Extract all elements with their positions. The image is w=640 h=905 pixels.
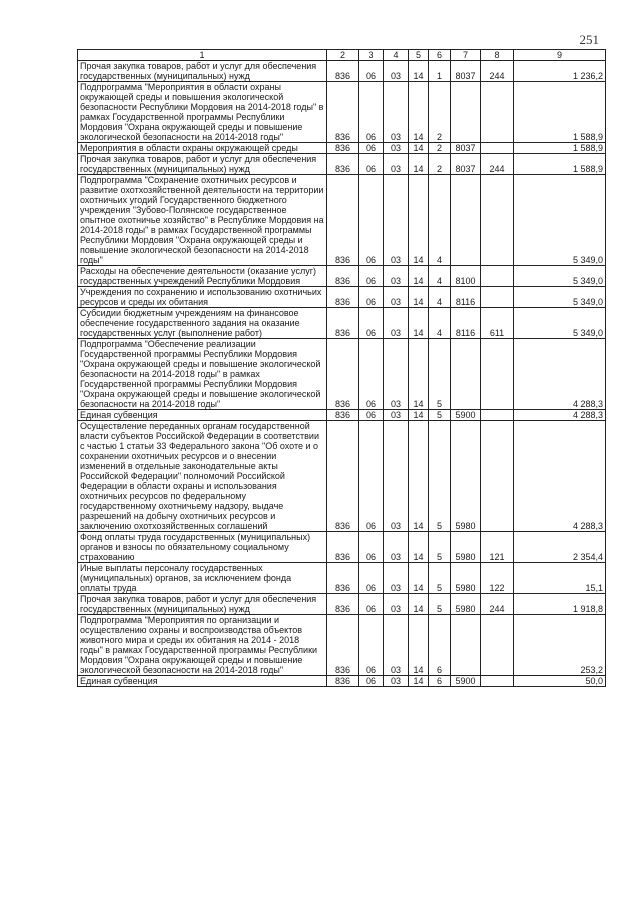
header-cell-9: 9	[514, 50, 606, 61]
item-code-cell: 8100	[451, 266, 481, 287]
amount-cell: 1 588,9	[514, 154, 606, 175]
header-cell-8: 8	[481, 50, 514, 61]
table-body	[78, 61, 606, 687]
program-code-cell: 14	[409, 82, 429, 143]
amount-cell: 1 918,8	[514, 594, 606, 615]
subprogram-code-cell: 4	[429, 266, 451, 287]
item-code-cell: 5980	[451, 594, 481, 615]
table-row	[78, 308, 606, 339]
item-code-cell	[451, 175, 481, 266]
program-code-cell: 14	[409, 594, 429, 615]
expense-type-code-cell	[481, 287, 514, 308]
ministry-code-cell: 836	[327, 154, 359, 175]
subprogram-code-cell: 1	[429, 61, 451, 82]
budget-item-name-cell: Осуществление переданных органам государственной власти субъектов Российской Федерации в соответствии с частью 1 статьи 33 Федерального закона "Об охоте и о сохранении охотничьих ресурсов и о внесении изменений в отдельные законодательные акты Российской Федерации" полномочий Российской Федерации в области охраны и использования охотничьих ресурсов по федеральному государственному охотничьему надзору, выдаче разрешений на добычу охотничьих ресурсов и заключению охотхозяйственных соглашений	[78, 421, 327, 532]
item-code-cell: 8116	[451, 308, 481, 339]
program-code-cell: 14	[409, 676, 429, 687]
item-code-cell: 8037	[451, 143, 481, 154]
amount-cell: 5 349,0	[514, 308, 606, 339]
program-code-cell: 14	[409, 287, 429, 308]
section-code-cell: 06	[359, 154, 384, 175]
amount-cell: 5 349,0	[514, 287, 606, 308]
ministry-code-cell: 836	[327, 82, 359, 143]
ministry-code-cell: 836	[327, 308, 359, 339]
expense-type-code-cell	[481, 266, 514, 287]
table-header-row	[78, 50, 606, 61]
ministry-code-cell: 836	[327, 61, 359, 82]
amount-cell: 4 288,3	[514, 410, 606, 421]
table-row	[78, 287, 606, 308]
ministry-code-cell: 836	[327, 676, 359, 687]
section-code-cell: 06	[359, 61, 384, 82]
subprogram-code-cell: 2	[429, 154, 451, 175]
expense-type-code-cell	[481, 421, 514, 532]
item-code-cell: 8037	[451, 61, 481, 82]
expense-type-code-cell	[481, 175, 514, 266]
subprogram-code-cell: 5	[429, 594, 451, 615]
section-code-cell: 06	[359, 175, 384, 266]
budget-item-name-cell: Учреждения по сохранению и использованию охотничьих ресурсов и среды их обитания	[78, 287, 327, 308]
expense-type-code-cell	[481, 676, 514, 687]
table-row	[78, 175, 606, 266]
ministry-code-cell: 836	[327, 175, 359, 266]
program-code-cell: 14	[409, 563, 429, 594]
expense-type-code-cell	[481, 82, 514, 143]
subsection-code-cell: 03	[384, 410, 409, 421]
subprogram-code-cell: 4	[429, 308, 451, 339]
subsection-code-cell: 03	[384, 339, 409, 410]
program-code-cell: 14	[409, 339, 429, 410]
subprogram-code-cell: 4	[429, 175, 451, 266]
budget-item-name-cell: Субсидии бюджетным учреждениям на финансовое обеспечение государственного задания на оказание государственных услуг (выполнение работ)	[78, 308, 327, 339]
section-code-cell: 06	[359, 532, 384, 563]
item-code-cell: 5980	[451, 563, 481, 594]
section-code-cell: 06	[359, 676, 384, 687]
amount-cell: 5 349,0	[514, 175, 606, 266]
subprogram-code-cell: 4	[429, 287, 451, 308]
ministry-code-cell: 836	[327, 287, 359, 308]
budget-item-name-cell: Единая субвенция	[78, 676, 327, 687]
subsection-code-cell: 03	[384, 676, 409, 687]
subsection-code-cell: 03	[384, 532, 409, 563]
table-row	[78, 532, 606, 563]
amount-cell: 1 236,2	[514, 61, 606, 82]
subprogram-code-cell: 5	[429, 421, 451, 532]
item-code-cell: 8116	[451, 287, 481, 308]
program-code-cell: 14	[409, 410, 429, 421]
ministry-code-cell: 836	[327, 421, 359, 532]
section-code-cell: 06	[359, 594, 384, 615]
item-code-cell	[451, 82, 481, 143]
header-cell-7: 7	[451, 50, 481, 61]
table-row	[78, 421, 606, 532]
header-cell-6: 6	[429, 50, 451, 61]
table-row	[78, 339, 606, 410]
subsection-code-cell: 03	[384, 308, 409, 339]
section-code-cell: 06	[359, 615, 384, 676]
expense-type-code-cell	[481, 339, 514, 410]
subsection-code-cell: 03	[384, 615, 409, 676]
item-code-cell: 5900	[451, 410, 481, 421]
subsection-code-cell: 03	[384, 287, 409, 308]
budget-item-name-cell: Мероприятия в области охраны окружающей среды	[78, 143, 327, 154]
expense-type-code-cell	[481, 410, 514, 421]
amount-cell: 2 354,4	[514, 532, 606, 563]
expense-type-code-cell: 244	[481, 61, 514, 82]
section-code-cell: 06	[359, 410, 384, 421]
budget-item-name-cell: Расходы на обеспечение деятельности (оказание услуг) государственных учреждений Республики Мордовия	[78, 266, 327, 287]
table-row	[78, 563, 606, 594]
program-code-cell: 14	[409, 308, 429, 339]
header-cell-3: 3	[359, 50, 384, 61]
budget-item-name-cell: Прочая закупка товаров, работ и услуг для обеспечения государственных (муниципальных) нужд	[78, 594, 327, 615]
program-code-cell: 14	[409, 532, 429, 563]
subsection-code-cell: 03	[384, 82, 409, 143]
amount-cell: 5 349,0	[514, 266, 606, 287]
section-code-cell: 06	[359, 266, 384, 287]
subsection-code-cell: 03	[384, 563, 409, 594]
item-code-cell: 5980	[451, 421, 481, 532]
section-code-cell: 06	[359, 563, 384, 594]
expense-type-code-cell: 121	[481, 532, 514, 563]
ministry-code-cell: 836	[327, 615, 359, 676]
table-row	[78, 615, 606, 676]
expense-type-code-cell: 244	[481, 594, 514, 615]
table-row	[78, 410, 606, 421]
subsection-code-cell: 03	[384, 143, 409, 154]
subprogram-code-cell: 6	[429, 676, 451, 687]
program-code-cell: 14	[409, 421, 429, 532]
table-row	[78, 61, 606, 82]
table-row	[78, 154, 606, 175]
item-code-cell	[451, 615, 481, 676]
subprogram-code-cell: 6	[429, 615, 451, 676]
table-row	[78, 676, 606, 687]
amount-cell: 4 288,3	[514, 339, 606, 410]
page-number: 251	[579, 32, 599, 47]
budget-item-name-cell: Единая субвенция	[78, 410, 327, 421]
ministry-code-cell: 836	[327, 563, 359, 594]
subprogram-code-cell: 2	[429, 82, 451, 143]
table-row	[78, 143, 606, 154]
table-row	[78, 594, 606, 615]
ministry-code-cell: 836	[327, 410, 359, 421]
amount-cell: 1 588,9	[514, 143, 606, 154]
subprogram-code-cell: 5	[429, 563, 451, 594]
amount-cell: 4 288,3	[514, 421, 606, 532]
amount-cell: 253,2	[514, 615, 606, 676]
budget-item-name-cell: Подпрограмма "Сохранение охотничьих ресурсов и развитие охотхозяйственной деятельности на территории охотничьих угодий Государственного бюджетного учреждения "Зубово-Полянское государственное опытное охотничье хозяйство" в Республике Мордовия на 2014-2018 годы" в рамках Государственной программы Республики Мордовия "Охрана окружающей среды и повышение экологической безопасности на 2014-2018 годы"	[78, 175, 327, 266]
program-code-cell: 14	[409, 266, 429, 287]
item-code-cell: 8037	[451, 154, 481, 175]
budget-item-name-cell: Подпрограмма "Мероприятия в области охраны окружающей среды и повышения экологической безопасности Республики Мордовия на 2014-2018 годы" в рамках Государственной программы Республики Мордовия "Охрана окружающей среды и повышение экологической безопасности на 2014-2018 годы"	[78, 82, 327, 143]
section-code-cell: 06	[359, 421, 384, 532]
subsection-code-cell: 03	[384, 61, 409, 82]
budget-item-name-cell: Фонд оплаты труда государственных (муниципальных) органов и взносы по обязательному социальному страхованию	[78, 532, 327, 563]
amount-cell: 15,1	[514, 563, 606, 594]
header-cell-4: 4	[384, 50, 409, 61]
ministry-code-cell: 836	[327, 143, 359, 154]
program-code-cell: 14	[409, 615, 429, 676]
program-code-cell: 14	[409, 154, 429, 175]
subprogram-code-cell: 2	[429, 143, 451, 154]
subsection-code-cell: 03	[384, 594, 409, 615]
section-code-cell: 06	[359, 308, 384, 339]
item-code-cell: 5900	[451, 676, 481, 687]
expense-type-code-cell	[481, 143, 514, 154]
ministry-code-cell: 836	[327, 594, 359, 615]
section-code-cell: 06	[359, 143, 384, 154]
budget-item-name-cell: Прочая закупка товаров, работ и услуг для обеспечения государственных (муниципальных) нужд	[78, 61, 327, 82]
table-row	[78, 82, 606, 143]
program-code-cell: 14	[409, 143, 429, 154]
subsection-code-cell: 03	[384, 154, 409, 175]
subsection-code-cell: 03	[384, 266, 409, 287]
budget-table	[77, 49, 606, 687]
subprogram-code-cell: 5	[429, 532, 451, 563]
expense-type-code-cell: 244	[481, 154, 514, 175]
expense-type-code-cell	[481, 615, 514, 676]
header-cell-1: 1	[78, 50, 327, 61]
section-code-cell: 06	[359, 339, 384, 410]
budget-item-name-cell: Подпрограмма "Обеспечение реализации Государственной программы Республики Мордовия "Охрана окружающей среды и повышение экологической безопасности на 2014-2018 годы" в рамках Государственной программы Республики Мордовия "Охрана окружающей среды и повышение экологической безопасности на 2014-2018 годы"	[78, 339, 327, 410]
budget-item-name-cell: Прочая закупка товаров, работ и услуг для обеспечения государственных (муниципальных) нужд	[78, 154, 327, 175]
program-code-cell: 14	[409, 61, 429, 82]
ministry-code-cell: 836	[327, 339, 359, 410]
program-code-cell: 14	[409, 175, 429, 266]
section-code-cell: 06	[359, 82, 384, 143]
expense-type-code-cell: 611	[481, 308, 514, 339]
item-code-cell: 5980	[451, 532, 481, 563]
ministry-code-cell: 836	[327, 266, 359, 287]
budget-item-name-cell: Подпрограмма "Мероприятия по организации и осуществлению охраны и воспроизводства объектов животного мира и среды их обитания на 2014 - 2018 годы" в рамках Государственной программы Республики Мордовия "Охрана окружающей среды и повышение экологической безопасности на 2014-2018 годы"	[78, 615, 327, 676]
header-cell-5: 5	[409, 50, 429, 61]
subprogram-code-cell: 5	[429, 339, 451, 410]
subsection-code-cell: 03	[384, 175, 409, 266]
section-code-cell: 06	[359, 287, 384, 308]
subsection-code-cell: 03	[384, 421, 409, 532]
expense-type-code-cell: 122	[481, 563, 514, 594]
amount-cell: 50,0	[514, 676, 606, 687]
budget-item-name-cell: Иные выплаты персоналу государственных (муниципальных) органов, за исключением фонда оплаты труда	[78, 563, 327, 594]
ministry-code-cell: 836	[327, 532, 359, 563]
header-cell-2: 2	[327, 50, 359, 61]
table-row	[78, 266, 606, 287]
item-code-cell	[451, 339, 481, 410]
subprogram-code-cell: 5	[429, 410, 451, 421]
amount-cell: 1 588,9	[514, 82, 606, 143]
